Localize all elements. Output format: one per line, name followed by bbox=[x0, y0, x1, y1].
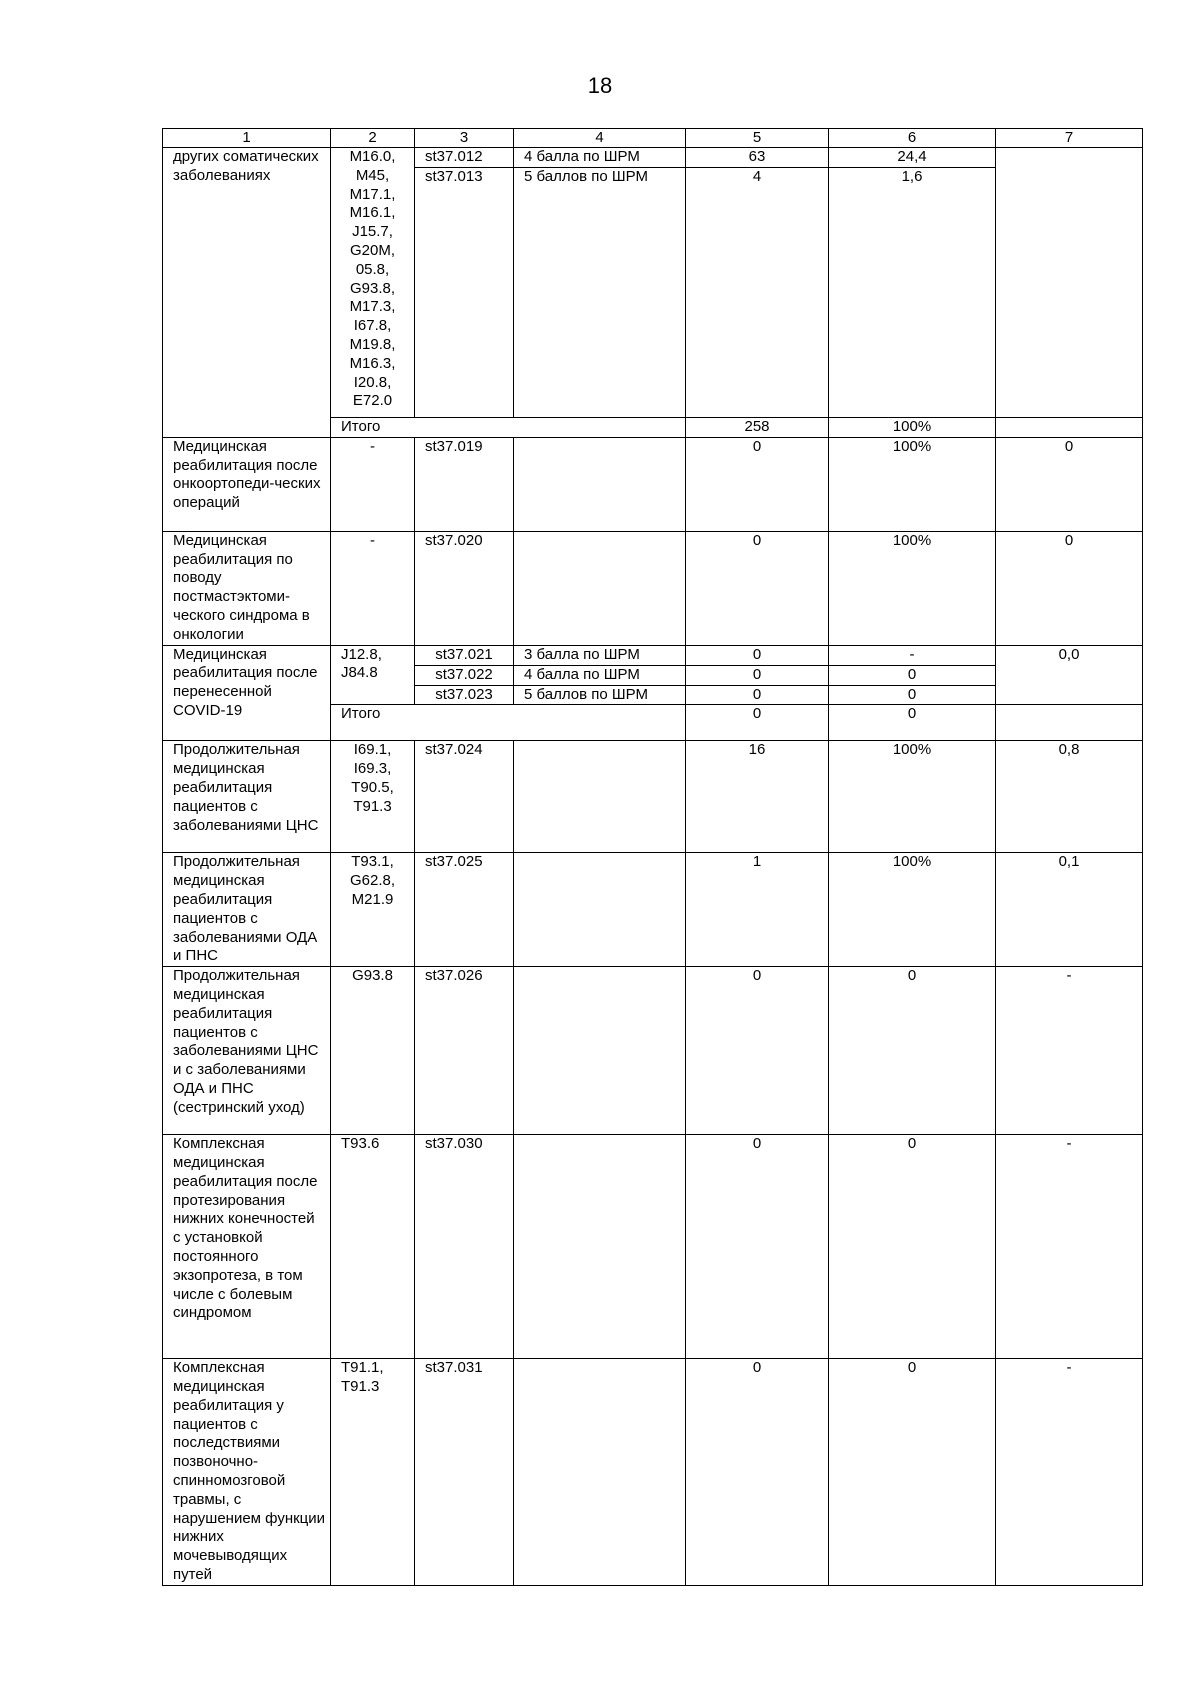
code: G62.8, bbox=[349, 872, 396, 890]
total-count: 0 bbox=[686, 705, 829, 741]
code: 05.8, bbox=[355, 260, 390, 278]
code: J12.8, bbox=[341, 645, 382, 663]
ksg-code-cell: st37.012 bbox=[415, 148, 514, 168]
description-cell bbox=[514, 853, 686, 967]
code: T90.5, bbox=[351, 778, 394, 796]
table-row bbox=[163, 1135, 1143, 1359]
col7-cell: - bbox=[996, 1135, 1143, 1359]
diagnosis-codes-cell bbox=[331, 853, 415, 967]
description-cell bbox=[514, 1359, 686, 1586]
code: M19.8, bbox=[349, 335, 396, 353]
share-cell: 0 bbox=[829, 967, 996, 1135]
ksg-code-cell: st37.020 bbox=[415, 531, 514, 645]
table-row bbox=[163, 437, 1143, 531]
code: M16.0, bbox=[349, 148, 396, 165]
share-cell: 100% bbox=[829, 531, 996, 645]
col7-cell bbox=[996, 418, 1143, 438]
description-cell: 5 баллов по ШРМ bbox=[514, 168, 686, 418]
col7-cell bbox=[996, 705, 1143, 741]
header-cell: 3 bbox=[415, 129, 514, 148]
rehab-type-cell: Продолжительная медицинская реабилитация пациентов с заболеваниями ЦНС bbox=[163, 741, 331, 853]
rehab-type-cell: Медицинская реабилитация после онкоортопеди-ческих операций bbox=[163, 437, 331, 531]
code: G93.8, bbox=[349, 279, 396, 297]
code: J84.8 bbox=[341, 664, 378, 682]
share-cell: 100% bbox=[829, 741, 996, 853]
count-cell: 0 bbox=[686, 531, 829, 645]
table-row bbox=[163, 531, 1143, 645]
col7-cell: 0,0 bbox=[996, 645, 1143, 705]
page-number: 18 bbox=[587, 73, 613, 98]
header-row bbox=[163, 129, 1143, 148]
col7-cell: 0,1 bbox=[996, 853, 1143, 967]
diagnosis-codes-cell bbox=[331, 645, 415, 705]
diagnosis-codes-cell: G93.8 bbox=[331, 967, 415, 1135]
diagnosis-codes-cell: T93.6 bbox=[331, 1135, 415, 1359]
share-cell: 24,4 bbox=[829, 148, 996, 168]
rehab-type-cell: Продолжительная медицинская реабилитация пациентов с заболеваниями ОДА и ПНС bbox=[163, 853, 331, 967]
total-label: Итого bbox=[331, 418, 686, 438]
share-cell: 1,6 bbox=[829, 168, 996, 418]
code: I67.8, bbox=[353, 317, 392, 335]
code: I69.3, bbox=[353, 760, 392, 778]
rehab-type-cell: Комплексная медицинская реабилитация после протезирования нижних конечностей с установкой постоянного экзопротеза, в том числе с болевым синдромом bbox=[163, 1135, 331, 1359]
count-cell: 1 bbox=[686, 853, 829, 967]
count-cell: 0 bbox=[686, 645, 829, 665]
ksg-code-cell: st37.022 bbox=[415, 665, 514, 685]
count-cell: 4 bbox=[686, 168, 829, 418]
code: M45, bbox=[355, 166, 390, 184]
share-cell: - bbox=[829, 645, 996, 665]
diagnosis-codes-cell: - bbox=[331, 531, 415, 645]
description-cell: 4 балла по ШРМ bbox=[514, 148, 686, 168]
total-count: 258 bbox=[686, 418, 829, 438]
count-cell: 0 bbox=[686, 437, 829, 531]
ksg-code-cell: st37.024 bbox=[415, 741, 514, 853]
code: M16.1, bbox=[349, 204, 396, 222]
share-cell: 0 bbox=[829, 1359, 996, 1586]
code: T93.1, bbox=[351, 853, 394, 871]
ksg-code-cell: st37.023 bbox=[415, 685, 514, 705]
table-row bbox=[163, 645, 1143, 665]
description-cell bbox=[514, 531, 686, 645]
code: M17.3, bbox=[349, 298, 396, 316]
rehab-type-cell: Продолжительная медицинская реабилитация пациентов с заболеваниями ЦНС и с заболеваниями ОДА и ПНС (сестринский уход) bbox=[163, 967, 331, 1135]
count-cell: 0 bbox=[686, 967, 829, 1135]
share-cell: 100% bbox=[829, 853, 996, 967]
rehab-table bbox=[162, 128, 1143, 1586]
share-cell: 0 bbox=[829, 1135, 996, 1359]
col7-cell: 0 bbox=[996, 437, 1143, 531]
description-cell bbox=[514, 1135, 686, 1359]
table-row bbox=[163, 853, 1143, 967]
ksg-code-cell: st37.030 bbox=[415, 1135, 514, 1359]
table-row bbox=[163, 741, 1143, 853]
description-cell bbox=[514, 967, 686, 1135]
code: M17.1, bbox=[349, 185, 396, 203]
count-cell: 0 bbox=[686, 665, 829, 685]
code: I20.8, bbox=[353, 373, 392, 391]
col7-cell: - bbox=[996, 967, 1143, 1135]
diagnosis-codes-cell bbox=[331, 741, 415, 853]
header-cell: 4 bbox=[514, 129, 686, 148]
count-cell: 0 bbox=[686, 1359, 829, 1586]
rehab-type-cell: Медицинская реабилитация по поводу постмастэктоми-ческого синдрома в онкологии bbox=[163, 531, 331, 645]
col7-cell: - bbox=[996, 1359, 1143, 1586]
total-label: Итого bbox=[331, 705, 686, 741]
table-row bbox=[163, 148, 1143, 168]
description-cell bbox=[514, 437, 686, 531]
col7-cell bbox=[996, 148, 1143, 418]
col7-cell: 0 bbox=[996, 531, 1143, 645]
code: M16.3, bbox=[349, 354, 396, 372]
description-cell: 3 балла по ШРМ bbox=[514, 645, 686, 665]
rehab-type-cell: других соматических заболеваниях bbox=[163, 148, 331, 438]
table-row bbox=[163, 1359, 1143, 1586]
diagnosis-codes-cell bbox=[331, 148, 415, 418]
code: G20M, bbox=[349, 241, 395, 259]
header-cell: 1 bbox=[163, 129, 331, 148]
col7-cell: 0,8 bbox=[996, 741, 1143, 853]
ksg-code-cell: st37.026 bbox=[415, 967, 514, 1135]
header-cell: 6 bbox=[829, 129, 996, 148]
code: T91.3 bbox=[353, 797, 392, 815]
count-cell: 16 bbox=[686, 741, 829, 853]
code: M21.9 bbox=[351, 890, 394, 908]
ksg-code-cell: st37.013 bbox=[415, 168, 514, 418]
description-cell: 5 баллов по ШРМ bbox=[514, 685, 686, 705]
count-cell: 0 bbox=[686, 685, 829, 705]
table-row bbox=[163, 967, 1143, 1135]
ksg-code-cell: st37.025 bbox=[415, 853, 514, 967]
diagnosis-codes-cell bbox=[331, 1359, 415, 1586]
count-cell: 63 bbox=[686, 148, 829, 168]
description-cell: 4 балла по ШРМ bbox=[514, 665, 686, 685]
ksg-code-cell: st37.019 bbox=[415, 437, 514, 531]
code: J15.7, bbox=[352, 223, 393, 241]
total-share: 0 bbox=[829, 705, 996, 741]
code: T91.1, bbox=[341, 1359, 384, 1377]
header-cell: 7 bbox=[996, 129, 1143, 148]
ksg-code-cell: st37.031 bbox=[415, 1359, 514, 1586]
header-cell: 5 bbox=[686, 129, 829, 148]
diagnosis-codes-cell: - bbox=[331, 437, 415, 531]
header-cell: 2 bbox=[331, 129, 415, 148]
rehab-type-cell: Комплексная медицинская реабилитация у пациентов с последствиями позвоночно-спинномозговой травмы, с нарушением функции нижних мочевыводящих путей bbox=[163, 1359, 331, 1586]
rehab-type-cell: Медицинская реабилитация после перенесенной COVID-19 bbox=[163, 645, 331, 741]
share-cell: 0 bbox=[829, 665, 996, 685]
code: E72.0 bbox=[352, 392, 393, 410]
code: T91.3 bbox=[341, 1377, 380, 1395]
share-cell: 100% bbox=[829, 437, 996, 531]
total-share: 100% bbox=[829, 418, 996, 438]
description-cell bbox=[514, 741, 686, 853]
share-cell: 0 bbox=[829, 685, 996, 705]
code: I69.1, bbox=[353, 741, 392, 759]
ksg-code-cell: st37.021 bbox=[415, 645, 514, 665]
count-cell: 0 bbox=[686, 1135, 829, 1359]
